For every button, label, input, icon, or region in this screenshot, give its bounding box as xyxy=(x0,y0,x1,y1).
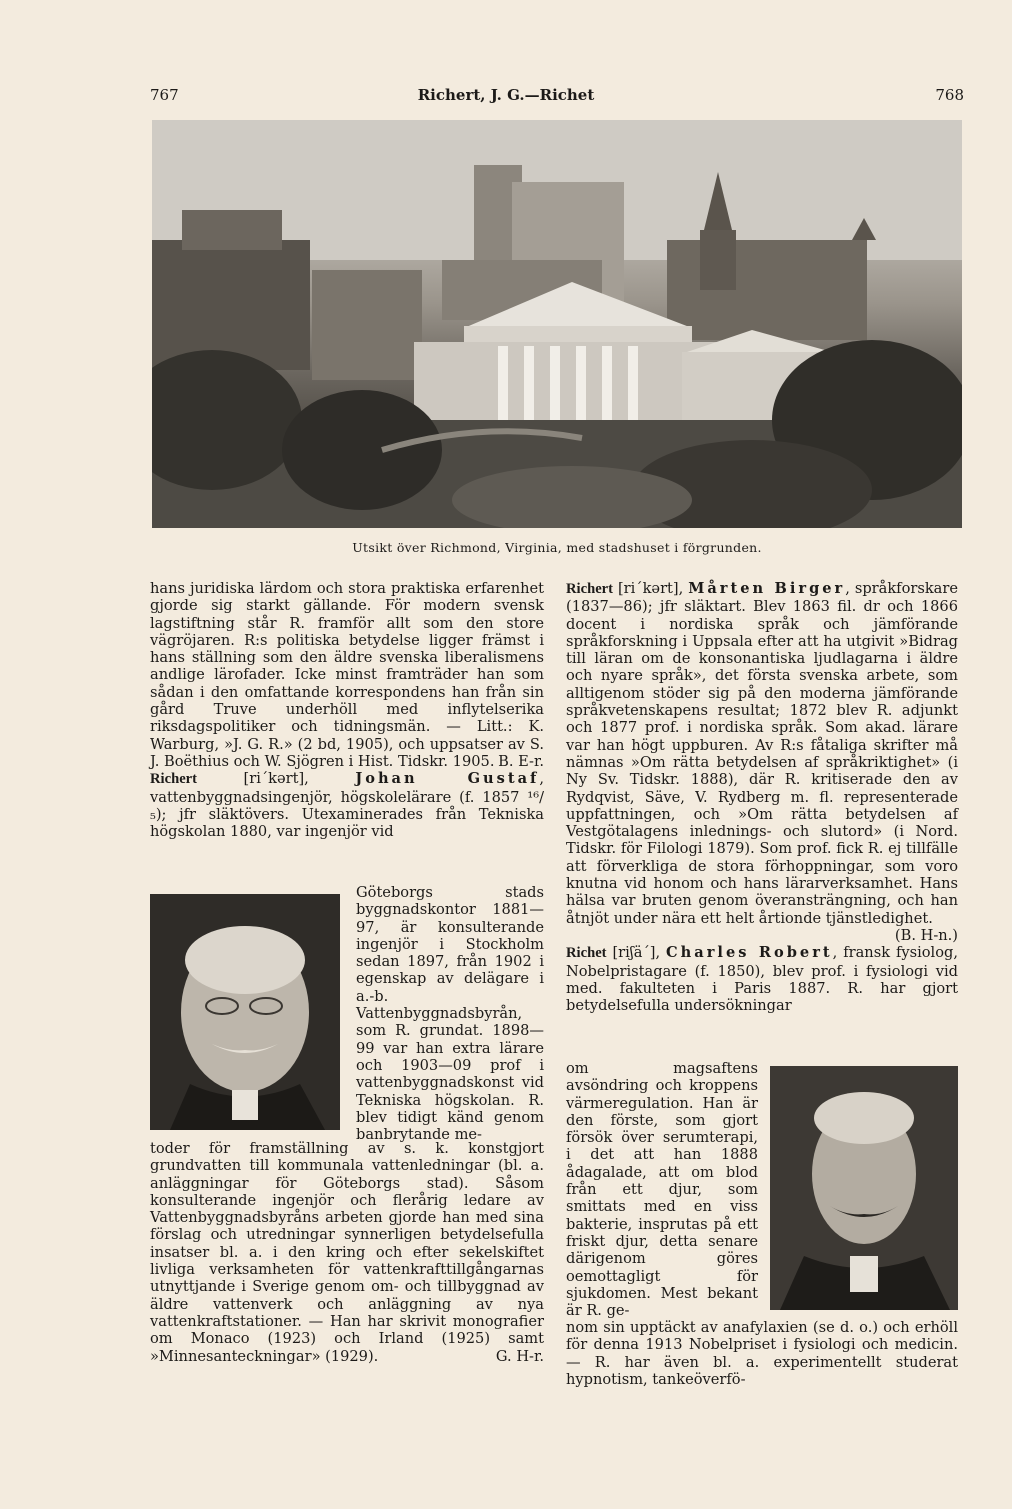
entry-name: Charles Robert xyxy=(666,944,833,962)
left-column-wrap: Göteborgs stads byggnadskontor 1881—97, är konsulterande ingenjör i Stockholm sedan 1897, från 1902 i egenskap av delägare i a.-b. Vattenbyggnadsbyrån, som R. grundat. 1898—99 var han extra lärare och 1903—09 prof i vattenbyggnadskonst vid Tekniska högskolan. R. blev tidigt känd genom banbrytande me- xyxy=(356,884,544,1144)
page-number-right: 768 xyxy=(935,86,964,104)
entry-headword: Richert xyxy=(150,771,198,788)
richet-charles-robert-entry: Richet [riʃä´], Charles Robert, fransk fysiolog, Nobelpristagare (f. 1850), blev prof. i fysiologi vid med. fakulteten i Paris 1887. R. har gjort betydelsefulla undersökningar xyxy=(566,944,958,1015)
left-column-top xyxy=(150,580,544,840)
richert-johan-gustaf-entry: Richert [ri´kərt], Johan Gustaf, vattenbyggnadsingenjör, högskolelärare (f. 1857 ¹⁶/₅); jfr släktövers. Utexaminerades från Tekniska högskolan 1880, var ingenjör vid xyxy=(150,770,544,841)
entry-headword: Richet xyxy=(566,945,607,962)
entry-headword: Richert xyxy=(566,581,614,597)
right-column-top xyxy=(566,580,958,1014)
richmond-photograph xyxy=(152,120,962,528)
entry-name: Mårten Birger xyxy=(688,580,846,597)
signature: G. H-r. xyxy=(495,1347,544,1365)
portrait-johan-gustaf-richert xyxy=(150,894,340,1130)
richert-marten-birger-entry: Richert [ri´kərt], Mårten Birger, språkforskare (1837—86); jfr släktart. Blev 1863 fil. dr och 1866 docent i nordiska språk och jämförande språkforskning i Uppsala efter att ha utgivit »Bidrag till läran om de konsonantiska ljudlagarna i äldre och nyare språk», det första svenska arbete, som alltigenom stöder sig på den moderna jämförande språkvetenskapens resultat; 1872 blev R. adjunkt och 1877 prof. i nordiska språk. Som akad. lärare var han högt uppburen. Av R:s fåtaliga skrifter må nämnas »Om rätta betydelsen af språkriktighet» (i Ny Sv. Tidskr. 1888), där R. kritiserade den av Rydqvist, Säve, V. Rydberg m. fl. representerade uppfattningen, och »Om rätta betydelsen af Vestgötalagens inlednings- och slutord» (i Nord. Tidskr. för Filologi 1879). Som prof. fick R. ej tillfälle att förverkliga de stora förhoppningar, som voro knutna vid honom och hans lärarverksamhet. Hans hälsa var bruten genom överansträngning, och han åtnjöt under nära ett helt årtionde tjänstledighet. (B. H-n.) xyxy=(566,580,958,944)
portrait-charles-richet xyxy=(770,1066,958,1310)
entry-name: Johan Gustaf xyxy=(355,770,540,788)
right-column-bottom: nom sin upptäckt av anafylaxien (se d. o.) och erhöll för denna 1913 Nobelpriset i fysiologi och medicin. — R. har även bl. a. experimentellt studerat hypnotism, tankeöverfö- xyxy=(566,1319,958,1388)
right-column-wrap: om magsaftens avsöndring och kroppens värmeregulation. Han är den förste, som gjort försök över serumterapi, i det att han 1888 ådagalade, att om blod från ett djur, som smittats med en viss bakterie, insprutas på ett friskt djur, detta senare därigenom göres oemottagligt för sjukdomen. Mest bekant är R. ge- xyxy=(566,1060,758,1320)
running-head: Richert, J. G.—Richet xyxy=(417,86,595,104)
photo-caption: Utsikt över Richmond, Virginia, med stadshuset i förgrunden. xyxy=(352,540,762,555)
signature: B. E-r. xyxy=(498,752,544,770)
signature: (B. H-n.) xyxy=(894,926,958,944)
page-number-left: 767 xyxy=(150,86,179,104)
richert-jg-end-paragraph: hans juridiska lärdom och stora praktiska erfarenhet gjorde sig starkt gällande. För modern svensk lagstiftning står R. framför allt som den store vägröjaren. R:s politiska betydelse ligger främst i hans ställning som den äldre svenska liberalismens andlige lärofader. Icke minst framträder han som sådan i den omfattande korrespondens han från sin gård Truve underhöll med inflytelserika riksdagspolitiker och tidningsmän. — Litt.: K. Warburg, »J. G. R.» (2 bd, 1905), och uppsatser av S. J. Boëthius och W. Sjögren i Hist. Tidskr. 1905. B. E-r. xyxy=(150,580,544,770)
left-column-bottom: toder för framställning av s. k. konstgjort grundvatten till kommunala vattenledningar (bl. a. anläggningar för Göteborgs stad). Såsom konsulterande ingenjör och flerårig ledare av Vattenbyggnadsbyråns arbeten gjorde han med sina förslag och utredningar synnerligen betydelsefulla insatser bl. a. i den kring och efter sekelskiftet livliga verksamheten för vattenkrafttillgångarnas utnyttjande i Sverige genom om- och tillbyggnad av äldre vattenverk och anläggning av nya vattenkraftstationer. — Han har skrivit monografier om Monaco (1923) och Irland (1925) samt »Minnesanteckningar» (1929). G. H-r. xyxy=(150,1140,544,1365)
